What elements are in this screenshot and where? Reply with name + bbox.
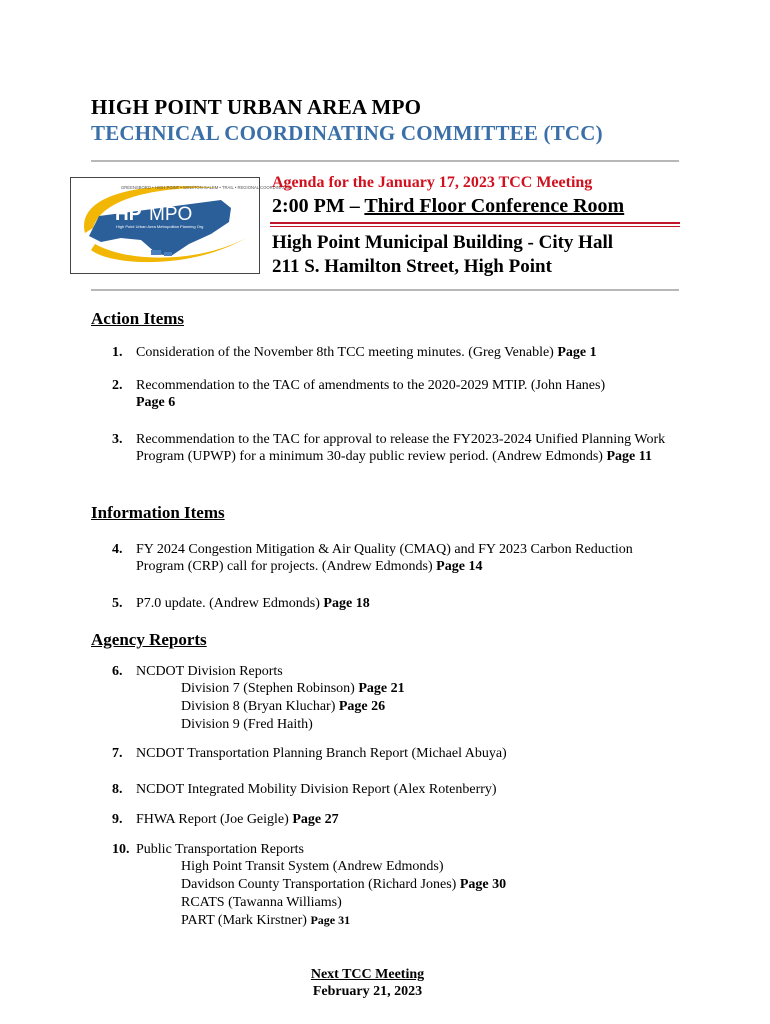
item-description: NCDOT Integrated Mobility Division Report (Alex Rotenberry)	[136, 782, 497, 797]
item-page: Page 1	[557, 345, 597, 360]
division-8-report	[181, 698, 385, 715]
header-divider-red	[270, 222, 680, 224]
high-point-transit-report: High Point Transit System (Andrew Edmonds)	[181, 859, 444, 874]
org-title: HIGH POINT URBAN AREA MPO	[91, 95, 422, 119]
logo-tagline: GREENSBORO • HIGH POINT • WINSTON-SALEM • TRAIL • REGIONAL COORDINATION	[121, 185, 293, 190]
section-information-items: Information Items	[91, 503, 225, 522]
sub-item-page: Page 31	[310, 913, 351, 927]
sub-item-page: Page 30	[459, 877, 507, 892]
item-description-line1: FY 2024 Congestion Mitigation & Air Quality (CMAQ) and FY 2023 Carbon Reduction	[136, 542, 633, 557]
item-page: Page 14	[436, 559, 483, 574]
item-description-line1: Recommendation to the TAC for approval to release the FY2023-2024 Unified Planning Work	[136, 432, 666, 447]
meeting-room: Third Floor Conference Room	[364, 195, 625, 217]
meeting-building: High Point Municipal Building - City Hall	[272, 232, 614, 253]
sub-item-text: Davidson County Transportation (Richard Jones)	[181, 877, 460, 892]
item-description: P7.0 update. (Andrew Edmonds)	[136, 596, 324, 611]
logo-name-hp: HP	[115, 204, 142, 225]
header-divider-top	[91, 160, 679, 162]
item-description-line2: Program (CRP) call for projects. (Andrew Edmonds)	[136, 559, 437, 574]
item-description-line2: Program (UPWP) for a minimum 30-day public review period. (Andrew Edmonds)	[136, 449, 607, 464]
next-meeting-date: February 21, 2023	[312, 984, 423, 999]
division-9-report: Division 9 (Fred Haith)	[181, 717, 313, 732]
item-text	[136, 811, 716, 828]
item-number: 2.	[112, 378, 123, 393]
item-page: Page 27	[292, 812, 339, 827]
next-meeting	[0, 966, 735, 1000]
agenda-date: Agenda for the January 17, 2023 TCC Meeting	[272, 174, 593, 191]
sub-item-text: PART (Mark Kirstner)	[181, 913, 311, 928]
meeting-time-location	[272, 195, 624, 218]
item-number: 10.	[112, 842, 130, 857]
item-description: NCDOT Transportation Planning Branch Report (Michael Abuya)	[136, 746, 507, 761]
sub-item-text: Division 8 (Bryan Kluchar)	[181, 699, 339, 714]
division-7-report	[181, 680, 405, 697]
logo-name-mpo: MPO	[149, 204, 193, 225]
section-action-items: Action Items	[91, 309, 185, 328]
sub-item-page: Page 26	[338, 699, 386, 714]
item-text	[136, 344, 716, 361]
item-page: Page 11	[606, 449, 652, 464]
sub-item-text: Division 7 (Stephen Robinson)	[181, 681, 359, 696]
meeting-address: 211 S. Hamilton Street, High Point	[272, 256, 552, 277]
item-number: 7.	[112, 746, 123, 761]
item-description: Recommendation to the TAC of amendments to the 2020-2029 MTIP. (John Hanes)	[136, 378, 606, 393]
item-number: 5.	[112, 596, 123, 611]
item-number: 9.	[112, 812, 123, 827]
item-number: 1.	[112, 345, 123, 360]
logo-car-icon	[164, 252, 172, 256]
item-description: NCDOT Division Reports	[136, 664, 283, 679]
item-text	[136, 377, 716, 411]
item-page: Page 6	[136, 395, 176, 410]
item-description: FHWA Report (Joe Geigle)	[136, 812, 293, 827]
header-divider-red-2	[270, 226, 680, 227]
item-description: Consideration of the November 8th TCC meeting minutes. (Greg Venable)	[136, 345, 558, 360]
item-text	[136, 541, 716, 575]
section-agency-reports: Agency Reports	[91, 630, 207, 649]
item-number: 8.	[112, 782, 123, 797]
davidson-county-report	[181, 876, 506, 893]
item-number: 4.	[112, 542, 123, 557]
committee-title: TECHNICAL COORDINATING COMMITTEE (TCC)	[91, 121, 603, 145]
hpmpo-logo-graphic	[71, 178, 293, 273]
hpmpo-logo	[70, 177, 293, 274]
logo-subtitle: High Point Urban Area Metropolitan Planning Org	[116, 224, 204, 229]
item-text	[136, 595, 716, 612]
item-text	[136, 431, 716, 465]
next-meeting-label: Next TCC Meeting	[310, 967, 425, 982]
header-divider-bottom	[91, 289, 679, 291]
item-description: Public Transportation Reports	[136, 842, 305, 857]
item-number: 3.	[112, 432, 123, 447]
item-number: 6.	[112, 664, 123, 679]
rcats-report: RCATS (Tawanna Williams)	[181, 895, 342, 910]
item-page: Page 18	[323, 596, 370, 611]
part-report	[181, 912, 350, 929]
sub-item-page: Page 21	[358, 681, 405, 696]
meeting-time: 2:00 PM –	[272, 195, 365, 217]
logo-bus-icon	[151, 250, 161, 255]
